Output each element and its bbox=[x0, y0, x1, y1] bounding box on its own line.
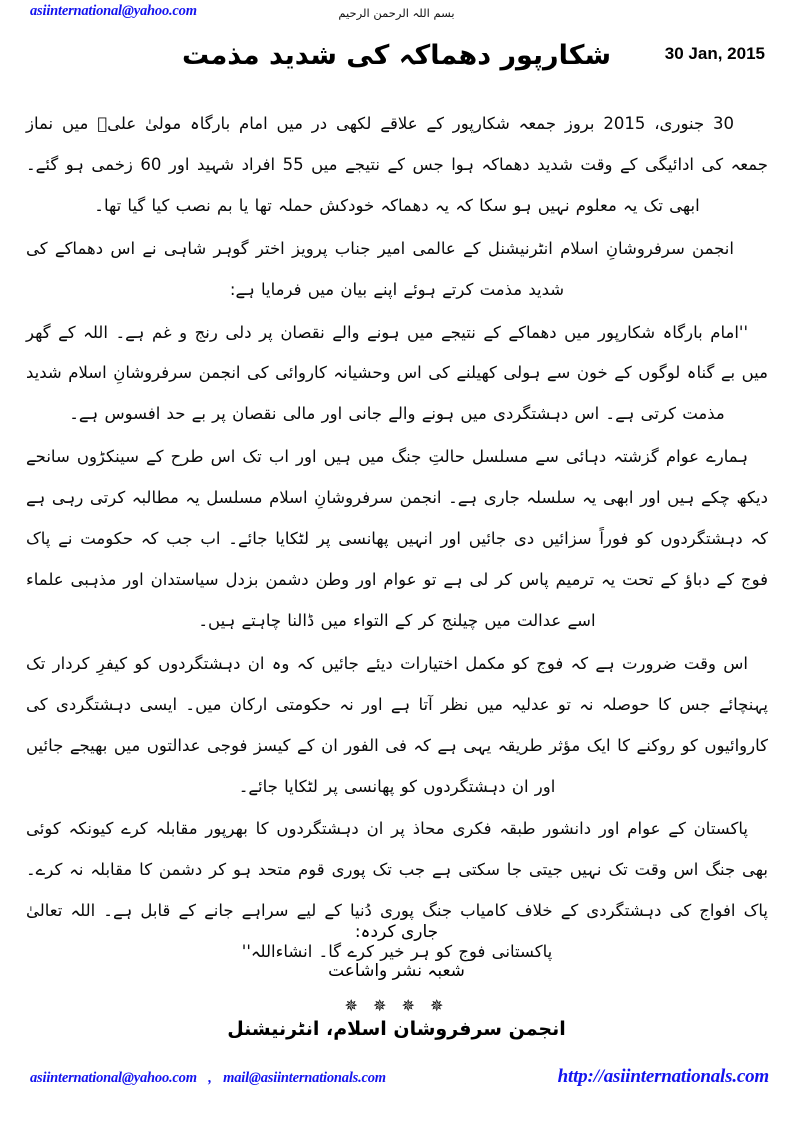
document-footer-bar bbox=[0, 1068, 793, 1108]
bismillah-text: بسم اللہ الرحمن الرحیم bbox=[338, 6, 455, 20]
paragraph-quote-1: ''امام بارگاہ شکارپور میں دھماکے کے نتیجے میں ہونے والے نقصان پر دلی رنج و غم ہے۔ اللہ کے گھر میں بے گناہ لوگوں کے خون سے ہولی کھیلنے کی اس وحشیانہ کاروائی کی انجمن سرفروشانِ اسلام شدید مذمت کرتی ہے۔ اس دہشتگردی میں ہونے والے جانی اور مالی نقصان پر بے حد افسوس ہے۔ bbox=[26, 322, 768, 424]
paragraph-quote-3: اس وقت ضرورت ہے کہ فوج کو مکمل اختیارات دیئے جائیں کہ وہ ان دہشتگردوں کو کیفرِ کردار تک پہنچائے جس کا حوصلہ نہ تو عدلیہ میں نظر آتا ہے اور نہ حکومتی ارکان میں۔ ایسی دہشتگردی کی کاروائیوں کو روکنے کا ایک مؤثر طریقہ یہی ہے کہ فی الفور ان کے کیسز فوجی عدالتوں میں بھیجے جائیں اور ان دہشتگردوں کو پھانسی پر لٹکایا جائے۔ bbox=[26, 653, 768, 796]
title-row bbox=[0, 34, 793, 94]
paragraph-quote-2: ہمارے عوام گزشتہ دہائی سے مسلسل حالتِ جنگ میں ہیں اور اب تک اس طرح کے سینکڑوں سانحے دیکھ چکے ہیں اور ابھی یہ سلسلہ جاری ہے۔ انجمن سرفروشانِ اسلام مسلسل یہ مطالبہ کرتی رہی ہے کہ دہشتگردوں کو فوراً سزائیں دی جائیں اور انہیں پھانسی پر لٹکایا جائے۔ اب جب کہ حکومت نے پاک فوج کے دباؤ کے تحت یہ ترمیم پاس کر لی ہے تو عوام اور وطن دشمن بزدل سیاستدان اور مذہبی علماء اسے عدالت میں چیلنج کر کے التواء میں ڈالنا چاہتے ہیں۔ bbox=[26, 447, 768, 630]
issued-by-label: جاری کردہ: bbox=[354, 922, 439, 942]
footer-separator: , bbox=[208, 1070, 212, 1086]
paragraph-quote-4: پاکستان کے عوام اور دانشور طبقہ فکری محاذ پر ان دہشتگردوں کا بھرپور مقابلہ کرے کیونکہ کوئی بھی جنگ اس وقت تک نہیں جیتی جا سکتی ہے جب تک پوری قوم متحد ہو کر دشمن کا مقابلہ نہ کرے۔ پاک افواج کی دہشتگردی کے خلاف کامیاب جنگ پوری دُنیا کے لیے سراہے جانے کے قابل ہے۔ اللہ تعالیٰ پاکستانی فوج کو ہر خیر کرے گا۔ انشاءاللہ'' bbox=[26, 819, 768, 962]
document-date: 30 Jan, 2015 bbox=[664, 44, 765, 63]
header-email-link[interactable]: asiinternational@yahoo.com bbox=[30, 3, 197, 19]
issuing-department: شعبہ نشر واشاعت bbox=[328, 961, 465, 981]
footer-email-group bbox=[30, 1070, 386, 1087]
footer-email-secondary[interactable]: mail@asiinternationals.com bbox=[223, 1070, 386, 1086]
paragraph-statement-intro: انجمن سرفروشانِ اسلام انٹرنیشنل کے عالمی امیر جناب پرویز اختر گوہر شاہی نے اس دھماکے کی شدید مذمت کرتے ہوئے اپنے بیان میں فرمایا ہے: bbox=[26, 238, 734, 299]
paragraph-incident: 30 جنوری، 2015 بروز جمعہ شکارپور کے علاقے لکھی در میں امام بارگاہ مولیٰ علیؑ میں نماز جمعہ کی ادائیگی کے وقت شدید دھماکہ ہوا جس کے نتیجے میں 55 افراد شہید اور 60 زخمی ہو گئے۔ ابھی تک یہ معلوم نہیں ہو سکا کہ یہ دھماکہ خودکش حملہ تھا یا بم نصب کیا گیا تھا۔ bbox=[26, 114, 769, 215]
organization-name: انجمن سرفروشان اسلام، انٹرنیشنل bbox=[227, 1018, 566, 1040]
footer-email-primary[interactable]: asiinternational@yahoo.com bbox=[30, 1070, 197, 1086]
footer-website-link[interactable]: http://asiinternationals.com bbox=[557, 1066, 769, 1087]
page-title: شکارپور دھماکہ کی شدید مذمت bbox=[182, 40, 611, 71]
star-ornament-divider: ✵ ✵ ✵ ✵ bbox=[344, 996, 449, 1015]
document-body bbox=[26, 104, 768, 975]
document-header-bar bbox=[0, 0, 793, 34]
